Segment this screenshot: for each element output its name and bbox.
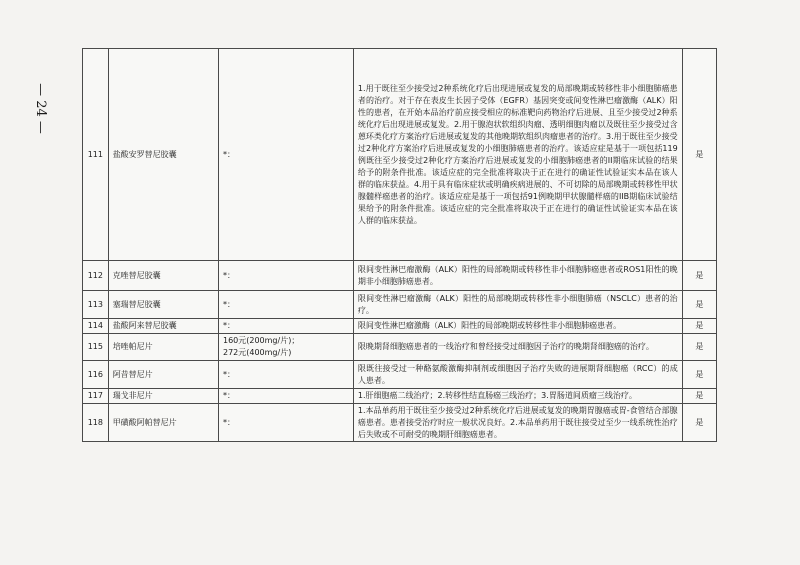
row-number: 111 (83, 49, 109, 261)
row-number: 113 (83, 291, 109, 319)
flag: 是 (682, 389, 716, 404)
table-row (83, 404, 717, 442)
indication: 1.肝细胞癌二线治疗；2.转移性结直肠癌三线治疗；3.胃肠道间质瘤三线治疗。 (353, 389, 682, 404)
drug-name: 克唑替尼胶囊 (108, 261, 218, 291)
page-number-text: — 24 — (32, 82, 48, 134)
flag: 是 (682, 291, 716, 319)
indication: 限间变性淋巴瘤激酶（ALK）阳性的局部晚期或转移性非小细胞肺癌（NSCLC）患者的治疗。 (353, 291, 682, 319)
drug-name: 盐酸安罗替尼胶囊 (108, 49, 218, 261)
row-number: 115 (83, 334, 109, 361)
drug-name: 阿昔替尼片 (108, 361, 218, 389)
payment-standard (218, 334, 353, 361)
drug-name: 瑞戈非尼片 (108, 389, 218, 404)
indication: 限晚期肾细胞癌患者的一线治疗和曾经接受过细胞因子治疗的晚期肾细胞癌的治疗。 (353, 334, 682, 361)
payment-standard: *： (218, 361, 353, 389)
row-number: 118 (83, 404, 109, 442)
table-row (83, 291, 717, 319)
table-row (83, 389, 717, 404)
indication: 限间变性淋巴瘤激酶（ALK）阳性的局部晚期或转移性非小细胞肺癌患者。 (353, 319, 682, 334)
drug-name: 塞瑞替尼胶囊 (108, 291, 218, 319)
flag: 是 (682, 334, 716, 361)
drug-name: 盐酸阿来替尼胶囊 (108, 319, 218, 334)
payment-standard: *： (218, 261, 353, 291)
price-line: 272元(400mg/片) (222, 348, 292, 357)
price-line: 160元(200mg/片)； (222, 336, 300, 345)
table-row (83, 361, 717, 389)
payment-standard: *： (218, 404, 353, 442)
row-number: 112 (83, 261, 109, 291)
table-row (83, 334, 717, 361)
flag: 是 (682, 49, 716, 261)
indication: 1.用于既往至少接受过2种系统化疗后出现进展或复发的局部晚期或转移性非小细胞肺癌患者的治疗。对于存在表皮生长因子受体（EGFR）基因突变或间变性淋巴瘤激酶（ALK）阳性的患者，在开始本品治疗前应接受相应的标准靶向药物治疗后进展、且至少接受过2种系统化疗后出现进展或复发。2.用于腺泡状软组织肉瘤、透明细胞肉瘤以及既往至少接受过含蒽环类化疗方案治疗后进展或复发的其他晚期软组织肉瘤患者的治疗。3.用于既往至少接受过2种化疗方案治疗后进展或复发的小细胞肺癌患者的治疗。该适应症是基于一项包括119例既往至少接受过2种化疗方案治疗后进展或复发的小细胞肺癌患者的II期临床试验的结果给予的附条件批准。该适应症的完全批准将取决于正在进行的确证性试验证实本品在该人群的临床获益。4.用于具有临床症状或明确疾病进展的、不可切除的局部晚期或转移性甲状腺髓样癌患者的治疗。该适应症是基于一项包括91例晚期甲状腺髓样癌的IIB期临床试验结果给予的附条件批准。该适应症的完全批准将取决于正在进行的确证性试验证实本品在该人群的临床获益。 (353, 49, 682, 261)
indication: 限间变性淋巴瘤激酶（ALK）阳性的局部晚期或转移性非小细胞肺癌患者或ROS1阳性的晚期非小细胞肺癌患者。 (353, 261, 682, 291)
payment-standard: *： (218, 291, 353, 319)
flag: 是 (682, 261, 716, 291)
row-number: 116 (83, 361, 109, 389)
payment-standard: *： (218, 319, 353, 334)
table-row (83, 49, 717, 261)
indication: 1.本品单药用于既往至少接受过2种系统化疗后进展或复发的晚期胃腺癌或胃-食管结合部腺癌患者。患者接受治疗时应一般状况良好。2.本品单药用于既往接受过至少一线系统性治疗后失败或不可耐受的晚期肝细胞癌患者。 (353, 404, 682, 442)
flag: 是 (682, 361, 716, 389)
row-number: 114 (83, 319, 109, 334)
payment-standard: *： (218, 389, 353, 404)
flag: 是 (682, 404, 716, 442)
payment-standard: *： (218, 49, 353, 261)
table-row (83, 319, 717, 334)
page-number (14, 78, 66, 138)
table-row (83, 261, 717, 291)
drug-list-table (82, 48, 717, 442)
indication: 限既往接受过一种酪氨酸激酶抑制剂或细胞因子治疗失败的进展期肾细胞癌（RCC）的成人患者。 (353, 361, 682, 389)
row-number: 117 (83, 389, 109, 404)
drug-name: 甲磺酸阿帕替尼片 (108, 404, 218, 442)
drug-name: 培唑帕尼片 (108, 334, 218, 361)
flag: 是 (682, 319, 716, 334)
